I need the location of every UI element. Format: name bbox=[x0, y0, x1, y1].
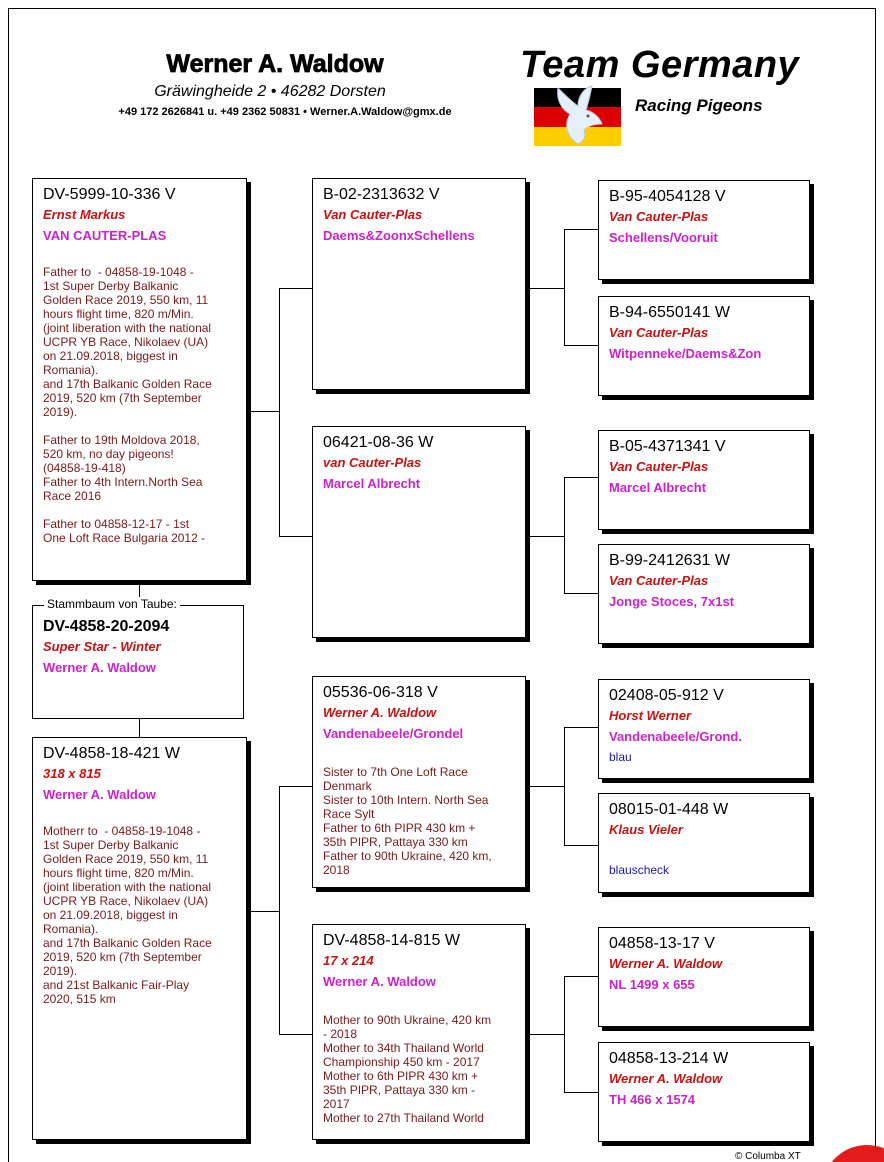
subject-card bbox=[32, 605, 244, 719]
grandparent-name: 17 x 214 bbox=[323, 953, 374, 968]
great-grandparent-color: blau bbox=[609, 750, 632, 764]
great-grandparent-breeder: NL 1499 x 655 bbox=[609, 977, 695, 992]
mother-breeder: Werner A. Waldow bbox=[43, 787, 156, 802]
grandparent-breeder: Daems&ZoonxSchellens bbox=[323, 228, 475, 243]
great-grandparent-card bbox=[598, 430, 810, 530]
great-grandparent-card bbox=[598, 927, 810, 1027]
team-title: Team Germany bbox=[520, 44, 800, 86]
great-grandparent-ring: B-95-4054128 V bbox=[609, 188, 726, 205]
mother-ring: DV-4858-18-421 W bbox=[43, 745, 180, 762]
grandparent-ring: DV-4858-14-815 W bbox=[323, 932, 460, 949]
breeder-address: Gräwingheide 2 • 46282 Dorsten bbox=[154, 83, 386, 100]
great-grandparent-name: Klaus Vieler bbox=[609, 822, 683, 837]
grandparent-card bbox=[312, 676, 526, 888]
grandparent-notes: Sister to 7th One Loft Race Denmark Sister to 10th Intern. North Sea Race Sylt Father to 6th PIPR 430 km + 35th PIPR, Pattaya 330 km Father to 90th Ukraine, 420 km, 2018 bbox=[323, 765, 492, 877]
mother-card bbox=[32, 737, 247, 1140]
great-grandparent-card bbox=[598, 679, 810, 779]
great-grandparent-ring: B-94-6550141 W bbox=[609, 304, 730, 321]
great-grandparent-ring: 04858-13-214 W bbox=[609, 1050, 729, 1067]
father-breeder: VAN CAUTER-PLAS bbox=[43, 228, 167, 243]
father-notes: Father to - 04858-19-1048 - 1st Super Derby Balkanic Golden Race 2019, 550 km, 11 hours flight time, 820 m/Min. (joint liberation with the national UCPR YB Race, Nikolaev (UA) on 21.09.2018, biggest in Romania). and 17th Balkanic Golden Race 2019, 520 km (7th September 2019). Father to 19th Moldova 2018, 520 km, no day pigeons! (04858-19-418) Father to 4th Intern.North Sea Race 2016 Father to 04858-12-17 - 1st One Loft Race Bulgaria 2012 - bbox=[43, 265, 212, 545]
father-name: Ernst Markus bbox=[43, 207, 126, 222]
grandparent-notes: Mother to 90th Ukraine, 420 km - 2018 Mother to 34th Thailand World Championship 450 km - 2017 Mother to 6th PIPR 430 km + 35th PIPR, Pattaya 330 km - 2017 Mother to 27th Thailand World bbox=[323, 1013, 492, 1125]
grandparent-breeder: Werner A. Waldow bbox=[323, 974, 436, 989]
mother-name: 318 x 815 bbox=[43, 766, 101, 781]
mother-notes: Motherr to - 04858-19-1048 - 1st Super Derby Balkanic Golden Race 2019, 550 km, 11 hours flight time, 820 m/Min. (joint liberation with the national UCPR YB Race, Nikolaev (UA) on 21.09.2018, biggest in Romania). and 17th Balkanic Golden Race 2019, 520 km (7th September 2019). and 21st Balkanic Fair-Play 2020, 515 km bbox=[43, 824, 212, 1006]
subject-ring: DV-4858-20-2094 bbox=[43, 618, 170, 635]
great-grandparent-card bbox=[598, 180, 810, 280]
grandparent-ring: 06421-08-36 W bbox=[323, 434, 434, 451]
subject-breeder: Werner A. Waldow bbox=[43, 660, 156, 675]
grandparent-ring: 05536-06-318 V bbox=[323, 684, 438, 701]
subject-name: Super Star - Winter bbox=[43, 639, 161, 654]
grandparent-name: van Cauter-Plas bbox=[323, 455, 422, 470]
great-grandparent-ring: 08015-01-448 W bbox=[609, 801, 729, 818]
great-grandparent-name: Van Cauter-Plas bbox=[609, 573, 709, 588]
great-grandparent-breeder: Witpenneke/Daems&Zon bbox=[609, 346, 762, 361]
dove-icon bbox=[548, 84, 608, 150]
great-grandparent-ring: 02408-05-912 V bbox=[609, 687, 724, 704]
great-grandparent-name: Van Cauter-Plas bbox=[609, 209, 709, 224]
grandparent-breeder: Marcel Albrecht bbox=[323, 476, 421, 491]
great-grandparent-name: Horst Werner bbox=[609, 708, 692, 723]
grandparent-name: Van Cauter-Plas bbox=[323, 207, 423, 222]
breeder-contact: +49 172 2626841 u. +49 2362 50831 • Werner.A.Waldow@gmx.de bbox=[118, 106, 452, 118]
team-subtitle: Racing Pigeons bbox=[635, 96, 763, 115]
great-grandparent-name: Werner A. Waldow bbox=[609, 956, 723, 971]
great-grandparent-breeder: Vandenabeele/Grond. bbox=[609, 729, 742, 744]
grandparent-card bbox=[312, 924, 526, 1140]
great-grandparent-breeder: Marcel Albrecht bbox=[609, 480, 707, 495]
grandparent-breeder: Vandenabeele/Grondel bbox=[323, 726, 464, 741]
great-grandparent-card bbox=[598, 296, 810, 396]
grandparent-card bbox=[312, 426, 526, 638]
pedigree-label: Stammbaum von Taube: bbox=[44, 597, 180, 611]
grandparent-card bbox=[312, 178, 526, 390]
copyright: © Columba XT bbox=[735, 1151, 801, 1162]
great-grandparent-breeder: TH 466 x 1574 bbox=[609, 1092, 696, 1107]
great-grandparent-breeder: Schellens/Vooruit bbox=[609, 230, 718, 245]
great-grandparent-card bbox=[598, 793, 810, 893]
great-grandparent-ring: 04858-13-17 V bbox=[609, 935, 715, 952]
great-grandparent-ring: B-99-2412631 W bbox=[609, 552, 730, 569]
father-ring: DV-5999-10-336 V bbox=[43, 186, 176, 203]
great-grandparent-card bbox=[598, 544, 810, 644]
great-grandparent-name: Van Cauter-Plas bbox=[609, 459, 709, 474]
great-grandparent-name: Van Cauter-Plas bbox=[609, 325, 709, 340]
grandparent-ring: B-02-2313632 V bbox=[323, 186, 440, 203]
great-grandparent-name: Werner A. Waldow bbox=[609, 1071, 723, 1086]
great-grandparent-breeder: Jonge Stoces, 7x1st bbox=[609, 594, 734, 609]
great-grandparent-color: blauscheck bbox=[609, 863, 670, 877]
breeder-name: Werner A. Waldow bbox=[166, 50, 384, 78]
great-grandparent-card bbox=[598, 1042, 810, 1142]
grandparent-name: Werner A. Waldow bbox=[323, 705, 437, 720]
great-grandparent-ring: B-05-4371341 V bbox=[609, 438, 726, 455]
father-card bbox=[32, 178, 247, 581]
